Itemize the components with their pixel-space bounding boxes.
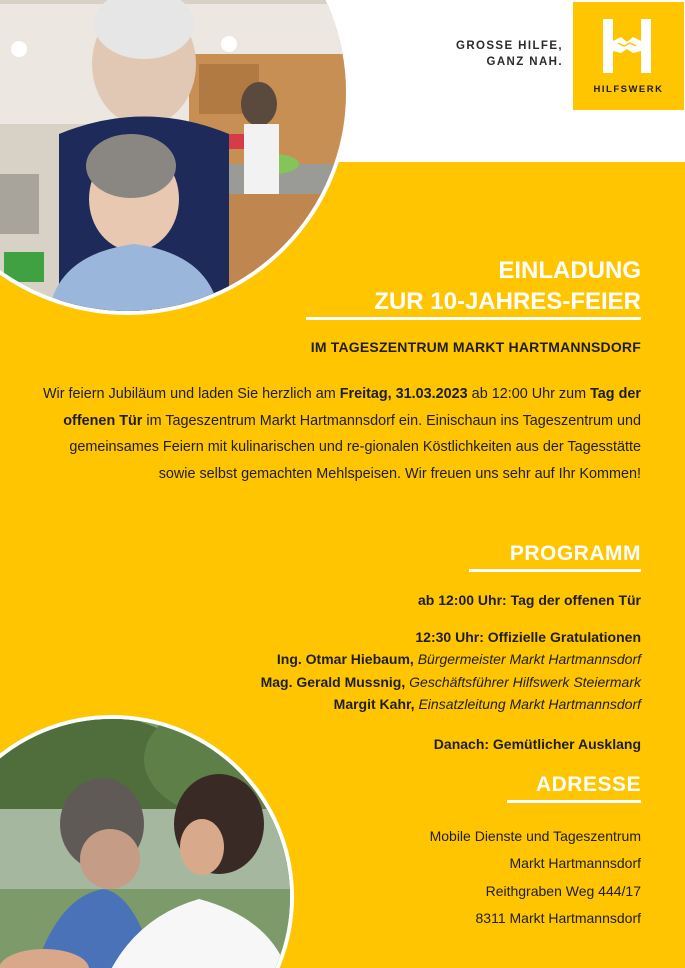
program-item-1 (418, 589, 641, 611)
intro-part3: im Tageszentrum Markt Hartmannsdorf ein. Einischaun ins Tageszentrum und gemeinsames Feiern mit kulinarischen und re-gionalen Köstlichkeiten aus der Tagesstätte sowie selbst gemachten Mehlspeisen. Wir freuen uns sehr auf Ihr Kommen! (69, 412, 641, 482)
address-line: Mobile Dienste und Tageszentrum (429, 828, 641, 844)
page-title (374, 255, 641, 317)
hilfswerk-logo (573, 2, 684, 110)
intro-part2: ab 12:00 Uhr zum (467, 386, 591, 402)
address-line: Reithgraben Weg 444/17 (485, 882, 641, 899)
tagline (456, 38, 563, 70)
program-item-2 (415, 626, 641, 648)
intro-part1: Wir feiern Jubiläum und laden Sie herzlich am (42, 386, 340, 402)
program-heading-underline (469, 569, 641, 572)
program-item-1-text: ab 12:00 Uhr: Tag der offenen Tür (418, 592, 641, 608)
title-line2: ZUR 10-JAHRES-FEIER (374, 288, 641, 315)
program-closing (434, 733, 641, 755)
speaker-1-role: Bürgermeister Markt Hartmannsdorf (417, 651, 641, 667)
logo-text: HILFSWERK (593, 84, 664, 95)
speaker-1-name: Ing. Otmar Hiebaum, (276, 651, 414, 667)
address-line: 8311 Markt Hartmannsdorf (475, 909, 641, 926)
address-line: Markt Hartmannsdorf (509, 855, 641, 872)
address-heading-text: ADRESSE (535, 773, 641, 796)
speaker-2-role: Geschäftsführer Hilfswerk Steiermark (409, 674, 641, 690)
program-item-2-text: 12:30 Uhr: Offizielle Gratulationen (415, 629, 641, 645)
program-heading (510, 542, 641, 566)
title-underline (306, 317, 641, 320)
program-closing-text: Danach: Gemütlicher Ausklang (433, 736, 641, 752)
speaker-1 (277, 648, 641, 670)
address-heading (536, 773, 641, 797)
address-heading-underline (507, 800, 641, 803)
speaker-3-role: Einsatzleitung Markt Hartmannsdorf (418, 696, 641, 712)
hilfswerk-h-logo-icon (600, 19, 654, 73)
speaker-3-name: Margit Kahr, (333, 696, 415, 712)
intro-event: Tag der offenen Tür (63, 386, 641, 429)
speaker-2 (261, 671, 641, 693)
title-line1: EINLADUNG (498, 257, 641, 284)
speaker-2-name: Mag. Gerald Mussnig, (260, 674, 406, 690)
intro-paragraph (41, 381, 641, 487)
subtitle: IM TAGESZENTRUM MARKT HARTMANNSDORF (310, 339, 641, 355)
program-heading-text: PROGRAMM (509, 542, 641, 565)
tagline-line1: GROSSE HILFE, (455, 40, 563, 52)
intro-date: Freitag, 31.03.2023 (339, 386, 468, 402)
tagline-line2: GANZ NAH. (486, 56, 563, 68)
speaker-3 (334, 693, 641, 715)
address-block (430, 823, 641, 932)
